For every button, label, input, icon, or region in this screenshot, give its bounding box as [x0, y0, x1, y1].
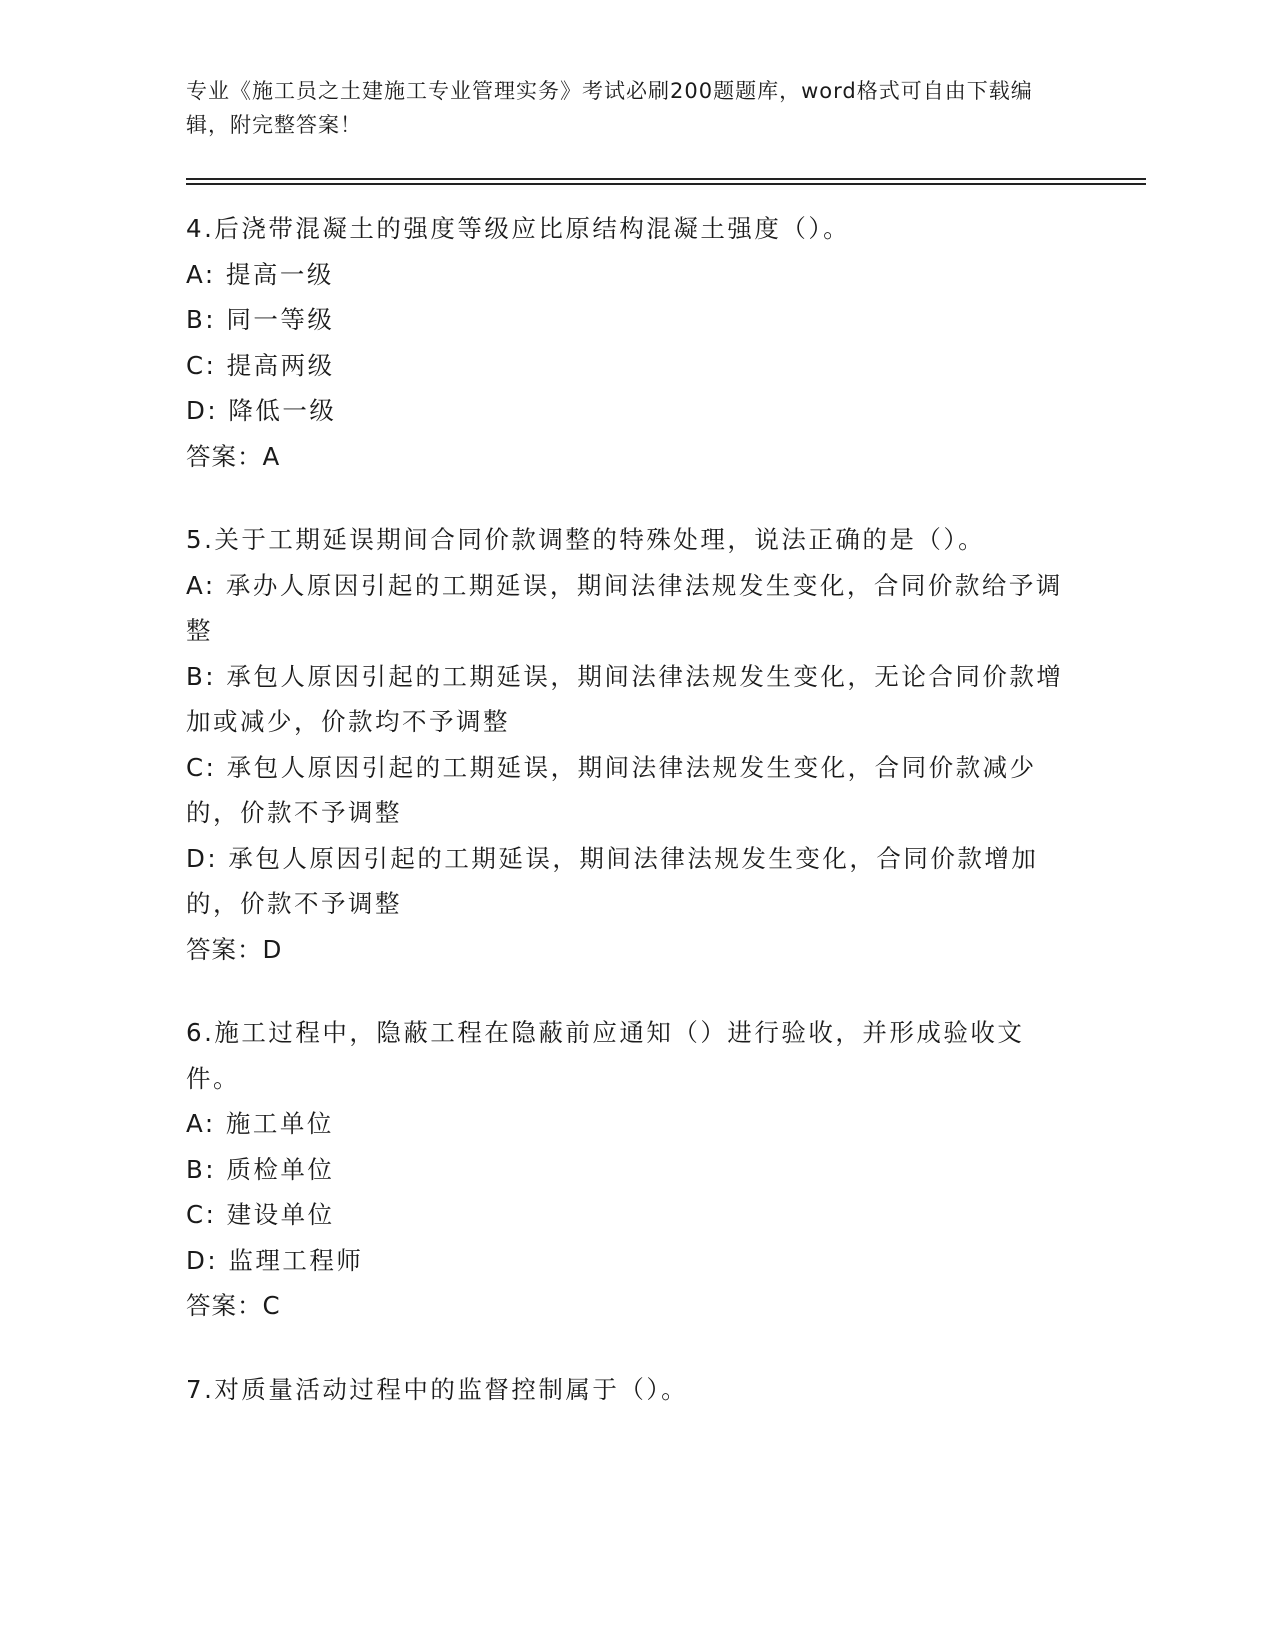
option-key: C:: [186, 1200, 217, 1229]
option-text: 提高一级: [225, 259, 334, 289]
option-key: B:: [186, 661, 217, 691]
question-stem: 6.施工过程中，隐蔽工程在隐蔽前应通知（）进行验收，并形成验收文件。: [186, 1018, 1025, 1093]
option-text: 承包人原因引起的工期延误，期间法律法规发生变化，合同价款增加的，价款不予调整: [186, 843, 1039, 918]
option-d: [186, 388, 1066, 434]
option-text: 施工单位: [225, 1109, 334, 1138]
option-key: B:: [186, 1154, 217, 1184]
question-7: [186, 1367, 1066, 1413]
question-5: [186, 517, 1066, 972]
answer-line: 答案：A: [186, 441, 281, 471]
option-text: 质检单位: [226, 1154, 335, 1184]
option-text: 降低一级: [228, 396, 337, 425]
option-c: [186, 745, 1066, 836]
option-key: D:: [186, 843, 219, 873]
question-6: [186, 1010, 1066, 1329]
option-d: [186, 836, 1066, 927]
question-4: [186, 206, 1066, 479]
option-a: [186, 1101, 1066, 1147]
option-key: A:: [186, 570, 216, 600]
question-stem: 5.关于工期延误期间合同价款调整的特殊处理，说法正确的是（）。: [186, 525, 986, 554]
question-stem: 4.后浇带混凝土的强度等级应比原结构混凝土强度（）。: [186, 214, 851, 243]
option-key: B:: [186, 305, 217, 334]
option-a: [186, 563, 1066, 654]
option-key: A:: [186, 259, 216, 289]
option-b: [186, 297, 1066, 343]
option-text: 建设单位: [226, 1200, 335, 1229]
question-stem: 7.对质量活动过程中的监督控制属于（）。: [186, 1374, 689, 1404]
option-text: 提高两级: [226, 350, 335, 380]
header-divider-bottom: [186, 183, 1146, 185]
option-a: [186, 252, 1066, 298]
option-d: [186, 1238, 1066, 1284]
option-key: D:: [186, 1245, 219, 1275]
option-text: 承办人原因引起的工期延误，期间法律法规发生变化，合同价款给予调整: [186, 570, 1063, 645]
option-text: 承包人原因引起的工期延误，期间法律法规发生变化，无论合同价款增加或减少，价款均不予调整: [186, 661, 1064, 736]
document-header: 专业《施工员之土建施工专业管理实务》考试必刷200题题库，word格式可自由下载编辑，附完整答案！: [186, 79, 1033, 137]
option-b: [186, 1147, 1066, 1193]
option-key: A:: [186, 1109, 216, 1138]
question-list: [186, 206, 1066, 1450]
option-b: [186, 654, 1066, 745]
answer-line: 答案：D: [186, 934, 283, 964]
option-c: [186, 343, 1066, 389]
answer-line: 答案：C: [186, 1291, 281, 1320]
option-text: 同一等级: [226, 305, 335, 334]
option-c: [186, 1192, 1066, 1238]
option-key: C:: [186, 350, 217, 380]
header-divider-top: [186, 178, 1146, 180]
option-key: C:: [186, 752, 217, 782]
option-key: D:: [186, 396, 219, 425]
option-text: 承包人原因引起的工期延误，期间法律法规发生变化，合同价款减少的，价款不予调整: [186, 752, 1037, 827]
option-text: 监理工程师: [228, 1245, 364, 1275]
